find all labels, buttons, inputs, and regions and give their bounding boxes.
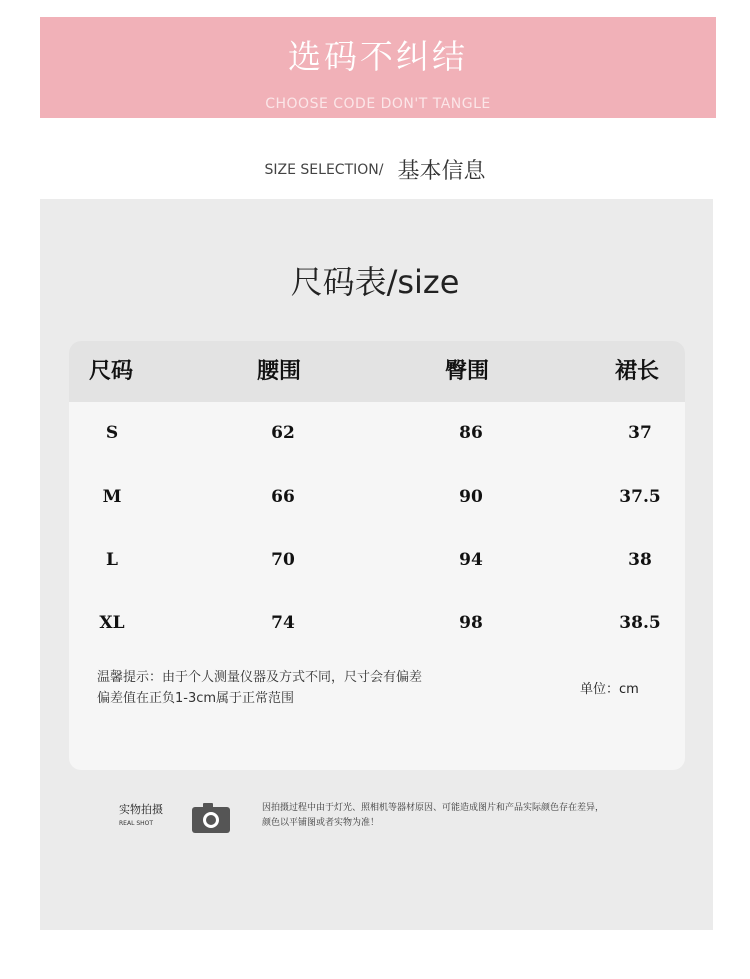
cell-size: S: [105, 423, 119, 443]
header-waist: 腰围: [257, 359, 302, 384]
disclaimer-line: 因拍摄过程中由于灯光、照相机等器材原因、可能造成图片和产品实际颜色存在差异，: [262, 803, 605, 813]
section-heading: [0, 154, 750, 185]
cell-waist: 66: [271, 487, 295, 507]
table-row: [69, 540, 685, 580]
banner-subtitle: CHOOSE CODE DON'T TANGLE: [265, 96, 491, 112]
real-shot-en: REAL SHOT: [119, 820, 154, 827]
table-row: [69, 477, 685, 517]
real-shot-label: [119, 803, 179, 831]
header-length: 裙长: [615, 359, 660, 384]
cell-size: M: [102, 487, 122, 507]
cell-length: 38.5: [619, 613, 661, 633]
cell-hip: 98: [459, 613, 483, 633]
table-row: [69, 413, 685, 453]
cell-hip: 94: [459, 550, 483, 570]
table-row: [69, 603, 685, 643]
note-line: 偏差值在正负1-3cm属于正常范围: [97, 691, 295, 706]
real-shot-cn: 实物拍摄: [119, 803, 163, 816]
cell-hip: 86: [459, 423, 483, 443]
disclaimer-line: 颜色以平铺图或者实物为准！: [262, 818, 380, 828]
header-banner: [40, 17, 716, 118]
banner-title: 选码不纠结: [288, 37, 468, 76]
section-label-cn: 基本信息: [397, 159, 486, 184]
cell-waist: 70: [271, 550, 295, 570]
section-label-en: SIZE SELECTION/: [264, 161, 384, 178]
table-header: [69, 341, 685, 402]
cell-length: 38: [628, 550, 652, 570]
cell-waist: 62: [271, 423, 295, 443]
cell-size: XL: [99, 613, 125, 633]
color-disclaimer: [262, 801, 672, 831]
camera-icon: [191, 802, 231, 834]
measurement-note: [97, 667, 517, 709]
header-hip: 臀围: [445, 359, 490, 384]
note-line: 温馨提示：由于个人测量仪器及方式不同，尺寸会有偏差: [97, 670, 423, 685]
size-table: [69, 341, 685, 770]
cell-size: L: [106, 550, 118, 570]
size-chart-title: 尺码表/size: [290, 263, 460, 301]
unit-label: 单位：cm: [580, 682, 639, 697]
cell-length: 37.5: [619, 487, 661, 507]
cell-hip: 90: [459, 487, 483, 507]
cell-waist: 74: [271, 613, 295, 633]
header-size: 尺码: [89, 359, 134, 384]
cell-length: 37: [628, 423, 652, 443]
